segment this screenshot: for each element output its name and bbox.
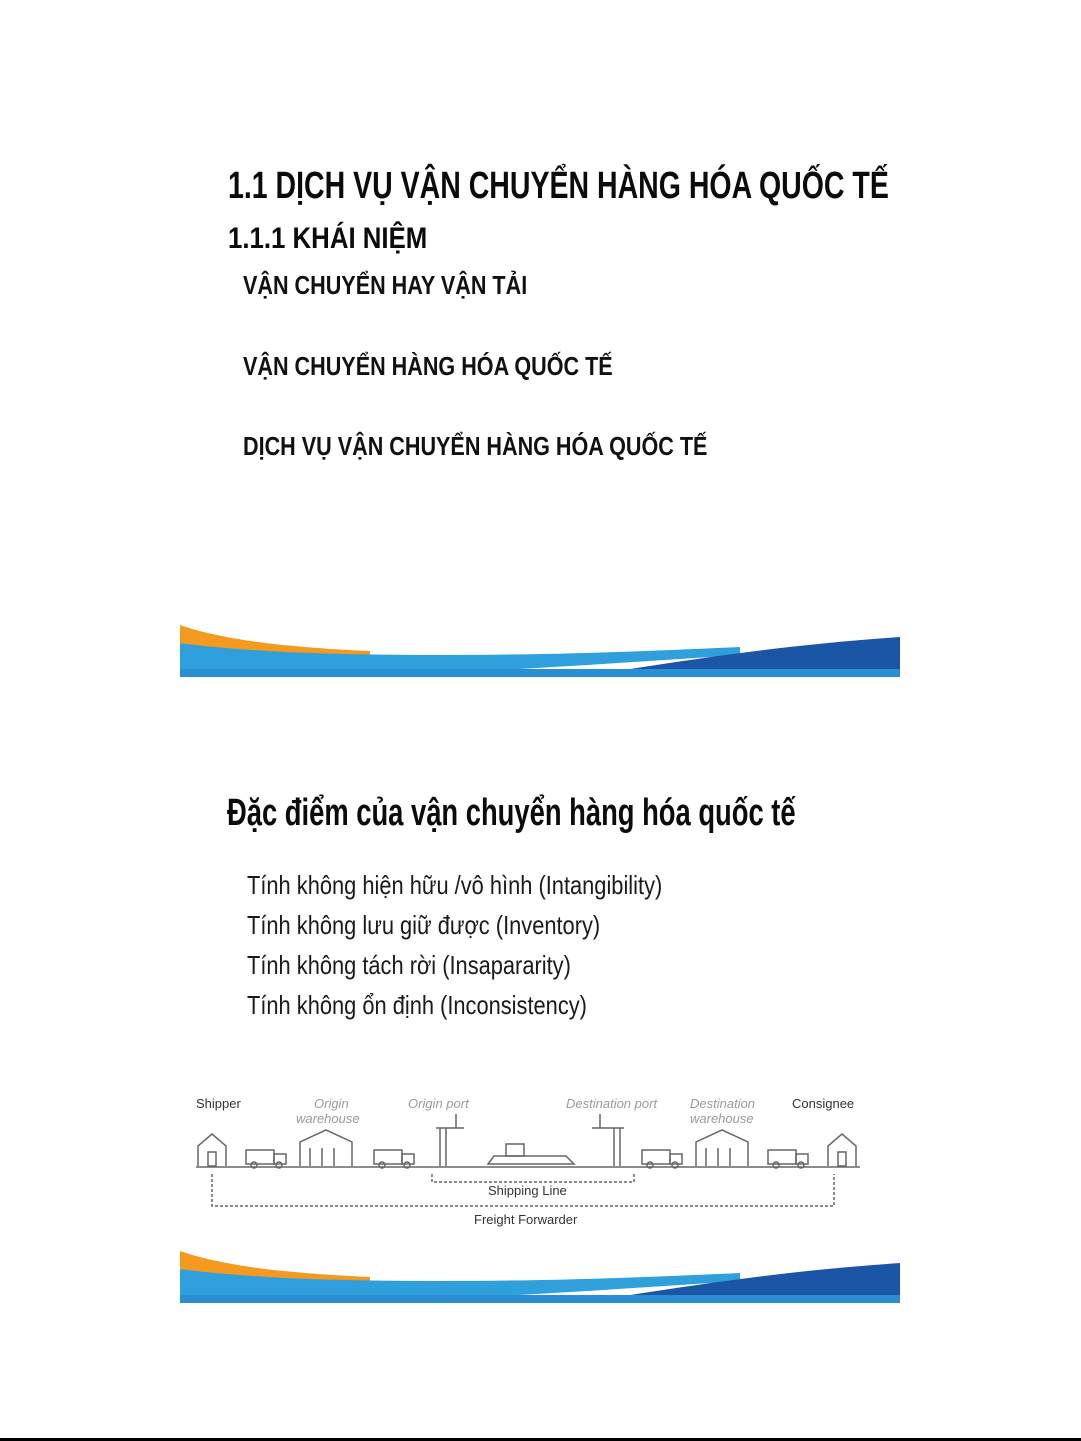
footer-wave-decoration — [180, 1247, 900, 1303]
destination-warehouse-icon — [696, 1130, 748, 1166]
consignee-label: Consignee — [792, 1096, 855, 1111]
wave-base — [180, 669, 900, 677]
characteristic-bullet: Tính không ổn định (Inconsistency) — [247, 990, 587, 1020]
origin-port-label: Origin port — [408, 1096, 469, 1111]
destination-warehouse-label: warehouse — [690, 1111, 754, 1126]
footer-wave-decoration — [180, 621, 900, 677]
consignee-house-icon — [828, 1134, 856, 1166]
concept-item: VẬN CHUYỂN HÀNG HÓA QUỐC TẾ — [243, 351, 613, 381]
wave-base — [180, 1295, 900, 1303]
logistics-chain-diagram — [194, 1090, 864, 1230]
destination-warehouse-label: Destination — [690, 1096, 756, 1111]
origin-port-crane-icon — [436, 1114, 464, 1166]
destination-port-crane-icon — [592, 1114, 624, 1166]
origin-warehouse-icon — [300, 1130, 352, 1166]
slide-1-title: 1.1 DỊCH VỤ VẬN CHUYỂN HÀNG HÓA QUỐC TẾ — [228, 165, 889, 207]
origin-warehouse-label: Origin — [314, 1096, 349, 1111]
origin-warehouse-label: warehouse — [296, 1111, 360, 1126]
truck-icon — [246, 1150, 286, 1168]
truck-icon — [642, 1150, 682, 1168]
characteristic-bullet: Tính không tách rời (Insapararity) — [247, 950, 571, 980]
slide-2-title: Đặc điểm của vận chuyển hàng hóa quốc tế — [227, 792, 796, 834]
freight-forwarder-label: Freight Forwarder — [474, 1212, 578, 1227]
characteristic-bullet: Tính không hiện hữu /vô hình (Intangibility) — [247, 870, 663, 900]
characteristic-bullet: Tính không lưu giữ được (Inventory) — [247, 910, 601, 940]
shipper-house-icon — [198, 1134, 226, 1166]
ship-icon — [488, 1144, 574, 1164]
truck-icon — [768, 1150, 808, 1168]
shipping-line-bracket — [432, 1174, 634, 1182]
slide-1-subtitle: 1.1.1 KHÁI NIỆM — [228, 222, 428, 255]
truck-icon — [374, 1150, 414, 1168]
shipping-line-label: Shipping Line — [488, 1183, 567, 1198]
destination-port-label: Destination port — [566, 1096, 658, 1111]
shipper-label: Shipper — [196, 1096, 241, 1111]
concept-item: DỊCH VỤ VẬN CHUYỂN HÀNG HÓA QUỐC TẾ — [243, 431, 708, 461]
slide-1 — [180, 120, 900, 677]
slide-2 — [180, 750, 900, 1303]
concept-item: VẬN CHUYỂN HAY VẬN TẢI — [243, 270, 528, 300]
